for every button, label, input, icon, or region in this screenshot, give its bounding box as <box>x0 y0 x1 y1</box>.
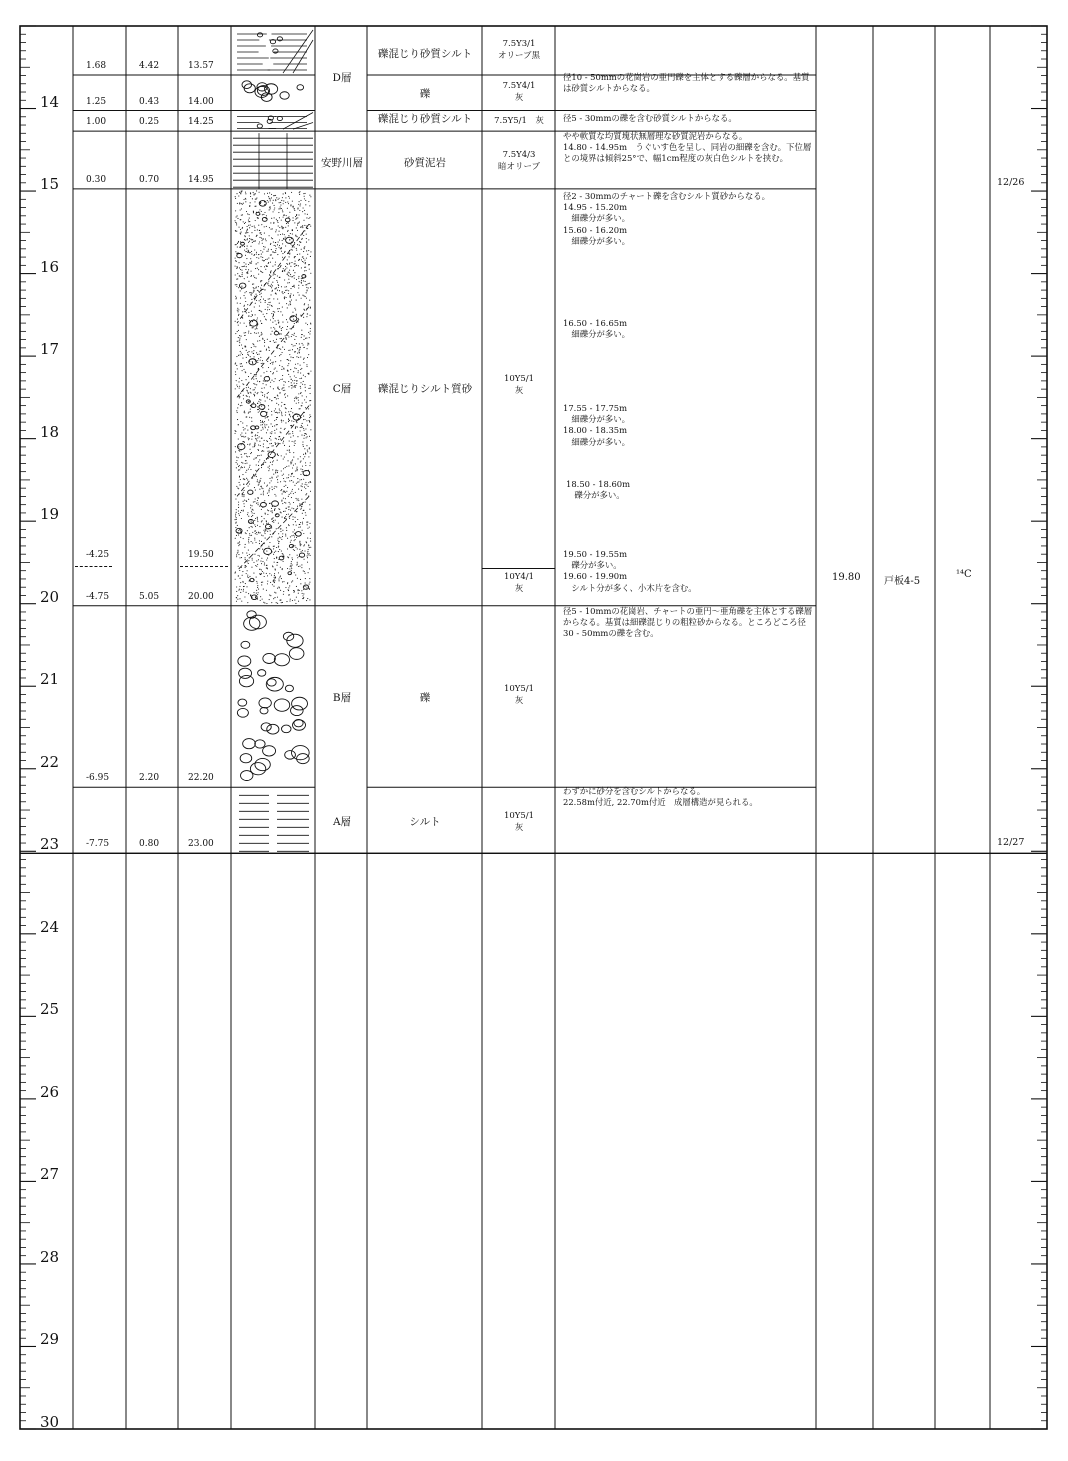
stratum-b: B層 <box>332 692 352 704</box>
color-cell <box>483 571 555 595</box>
grid-lines <box>20 26 1047 1429</box>
color-name: 暗オリーブ <box>497 162 541 172</box>
color-code: 10Y4/1 <box>503 572 535 582</box>
soil-name: 礫混じりシルト質砂 <box>377 383 473 395</box>
description: 16.50 - 16.65m 細礫分が多い。 <box>563 318 630 340</box>
dashed-marker <box>180 566 228 567</box>
color-cell <box>483 80 555 104</box>
depth-ticks <box>20 26 1047 1429</box>
color-code: 7.5Y4/3 <box>502 150 536 160</box>
elevation-value: 0.30 <box>86 174 107 185</box>
depth-label: 16 <box>40 257 60 276</box>
description: わずかに砂分を含むシルトからなる。 22.58m付近, 22.70m付近 成層構造が見られる。 <box>563 786 758 808</box>
depth-value: 20.00 <box>188 591 214 602</box>
description: やや軟質な均質塊状無層理な砂質泥岩からなる。 14.80 - 14.95m うぐいす色を呈し、同岩の細礫を含む。下位層との境界は傾斜25°で、幅1cm程度の灰白色シルトを挟む。 <box>563 131 812 164</box>
elevation-value: -4.25 <box>86 550 110 561</box>
test-depth: 19.80 <box>832 572 861 583</box>
color-code: 7.5Y5/1 灰 <box>494 116 544 126</box>
soil-name: 砂質泥岩 <box>404 157 446 169</box>
depth-label: 26 <box>40 1082 60 1101</box>
stratum-a: A層 <box>332 816 352 828</box>
description: 径5 - 30mmの礫を含む砂質シルトからなる。 <box>563 113 737 123</box>
depth-label: 15 <box>40 175 60 194</box>
soil-name: 礫 <box>419 88 431 100</box>
elevation-value: 1.00 <box>86 117 107 128</box>
thickness-value: 5.05 <box>139 591 160 602</box>
depth-label: 25 <box>40 1000 60 1019</box>
depth-label: 20 <box>40 587 60 606</box>
color-cell <box>483 115 555 127</box>
depth-label: 24 <box>40 917 60 936</box>
test-unit: ¹⁴C <box>956 569 972 580</box>
depth-value: 13.57 <box>188 61 214 72</box>
color-name: 灰 <box>514 823 524 833</box>
depth-label: 19 <box>40 505 60 524</box>
color-name: 灰 <box>514 93 524 103</box>
soil-name: シルト <box>409 816 441 828</box>
depth-value: 23.00 <box>188 839 214 850</box>
description: 18.50 - 18.60m 礫分が多い。 <box>566 479 631 501</box>
elevation-value: 1.25 <box>86 96 107 107</box>
thickness-value: 0.80 <box>139 839 160 850</box>
depth-label: 27 <box>40 1165 60 1184</box>
depth-label: 30 <box>40 1413 60 1431</box>
color-cell <box>483 683 555 707</box>
color-code: 7.5Y4/1 <box>502 81 536 91</box>
color-code: 7.5Y3/1 <box>502 39 536 49</box>
dashed-marker <box>75 566 112 567</box>
color-cell <box>483 38 555 62</box>
color-cell <box>483 810 555 834</box>
elevation-value: 1.68 <box>86 61 107 72</box>
stratum-anogawa: 安野川層 <box>321 157 363 169</box>
color-code: 10Y5/1 <box>503 374 535 384</box>
elevation-value: -7.75 <box>86 839 110 850</box>
color-cell <box>483 373 555 397</box>
elevation-value: -4.75 <box>86 591 110 602</box>
elevation-value: -6.95 <box>86 773 110 784</box>
thickness-value: 0.25 <box>139 117 160 128</box>
thickness-value: 0.70 <box>139 174 160 185</box>
description: 径10 - 50mmの花崗岩の亜円礫を主体とする礫層からなる。基質は砂質シルトからなる。 <box>563 72 810 94</box>
depth-label: 21 <box>40 670 60 689</box>
depth-value: 22.20 <box>188 773 214 784</box>
depth-label: 17 <box>40 340 60 359</box>
description: 径2 - 30mmのチャート礫を含むシルト質砂からなる。 14.95 - 15.20m 細礫分が多い。 15.60 - 16.20m 細礫分が多い。 <box>563 191 771 246</box>
date-end: 12/27 <box>997 837 1025 848</box>
depth-label: 18 <box>40 422 60 441</box>
color-name: 灰 <box>514 696 524 706</box>
stratum-d: D層 <box>332 72 352 84</box>
description: 17.55 - 17.75m 細礫分が多い。 18.00 - 18.35m 細礫分が多い。 <box>563 403 630 447</box>
thickness-value: 0.43 <box>139 96 160 107</box>
color-name: オリーブ黒 <box>497 51 541 61</box>
depth-label: 29 <box>40 1330 60 1349</box>
description: 19.50 - 19.55m 礫分が多い。 19.60 - 19.90m シルト分が多く、小木片を含む。 <box>563 549 697 593</box>
color-name: 灰 <box>514 584 524 594</box>
thickness-value: 2.20 <box>139 773 160 784</box>
stratum-c: C層 <box>332 383 352 395</box>
soil-name: 礫 <box>419 692 431 704</box>
depth-label: 23 <box>40 835 60 854</box>
depth-label: 28 <box>40 1247 60 1266</box>
depth-label: 14 <box>40 92 60 111</box>
depth-label: 22 <box>40 752 60 771</box>
soil-name: 礫混じり砂質シルト <box>377 48 473 60</box>
depth-value: 14.00 <box>188 96 214 107</box>
color-code: 10Y5/1 <box>503 811 535 821</box>
soil-legend-column <box>233 30 313 851</box>
soil-name: 礫混じり砂質シルト <box>377 113 473 125</box>
depth-value: 19.50 <box>188 550 214 561</box>
depth-value: 14.95 <box>188 174 214 185</box>
color-code: 10Y5/1 <box>503 684 535 694</box>
test-sample: 戸板4-5 <box>884 576 921 587</box>
color-name: 灰 <box>514 386 524 396</box>
description: 径5 - 10mmの花崗岩、チャートの亜円～亜角礫を主体とする礫層からなる。基質は細礫混じりの粗粒砂からなる。ところどころ径30 - 50mmの礫を含む。 <box>563 606 813 639</box>
thickness-value: 4.42 <box>139 61 160 72</box>
color-cell <box>483 149 555 173</box>
depth-value: 14.25 <box>188 117 214 128</box>
date-start: 12/26 <box>997 177 1025 188</box>
